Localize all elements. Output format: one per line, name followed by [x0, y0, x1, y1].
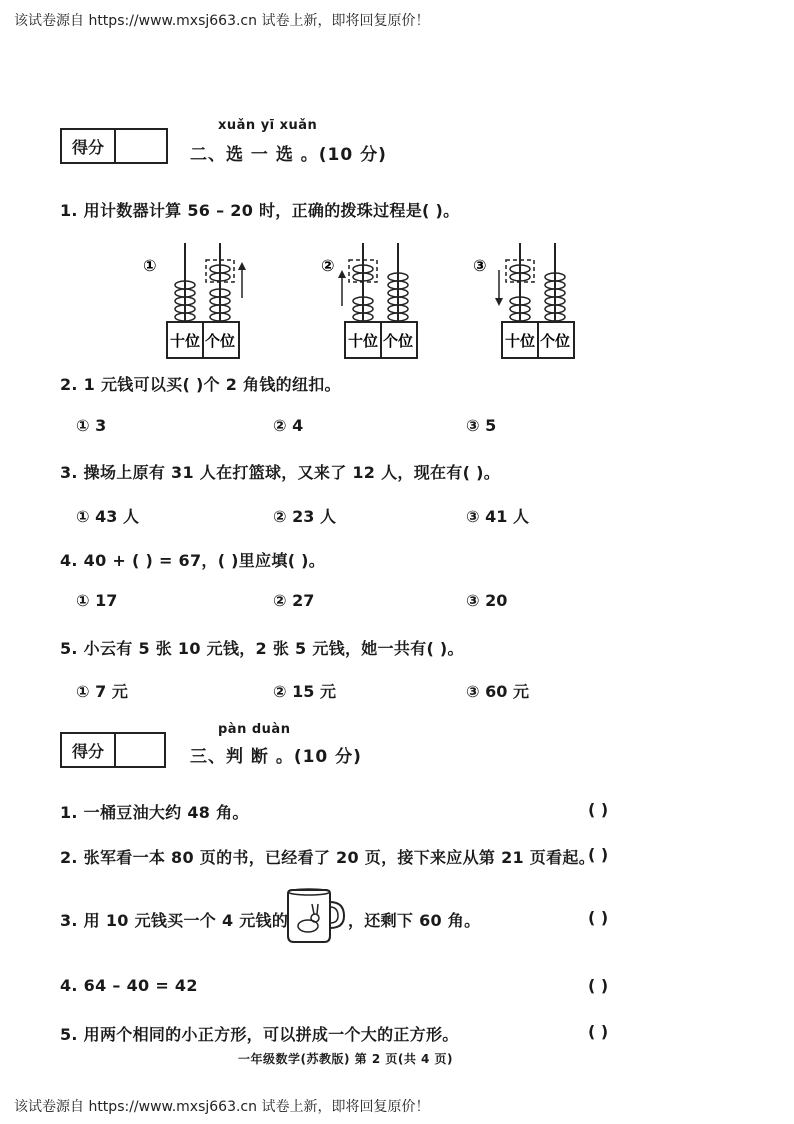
judge-question-5: 5. 用两个相同的小正方形，可以拼成一个大的正方形。: [60, 1025, 459, 1044]
abacus-2-number: ②: [321, 256, 335, 275]
abacus-option-3: [470, 238, 600, 363]
abacus-1-tens-label: 十位: [170, 332, 201, 350]
judge-answer-5[interactable]: ( ): [588, 1022, 609, 1041]
abacus-1-number: ①: [143, 256, 157, 275]
mug-icon: [282, 886, 346, 946]
score-label: 得分: [62, 734, 116, 766]
judge-answer-1[interactable]: ( ): [588, 800, 609, 819]
abacus-option-1: [140, 238, 270, 363]
q4-option-3[interactable]: ③ 20: [466, 591, 508, 610]
judge-question-4: 4. 64 – 40 = 42: [60, 976, 198, 995]
abacus-1-ones-label: 个位: [205, 332, 236, 350]
question-2-2: 2. 1 元钱可以买( )个 2 角钱的纽扣。: [60, 375, 341, 394]
score-label: 得分: [62, 130, 116, 162]
section-2-pinyin: xuǎn yī xuǎn: [218, 118, 318, 133]
abacus-3-tens-label: 十位: [505, 332, 536, 350]
q2-option-1[interactable]: ① 3: [76, 416, 107, 435]
q2-option-2[interactable]: ② 4: [273, 416, 304, 435]
section-2-title: 二、选 一 选 。(10 分): [190, 145, 387, 165]
score-box-section-3: [60, 732, 166, 768]
score-box-section-2: [60, 128, 168, 164]
question-2-3: 3. 操场上原有 31 人在打篮球，又来了 12 人，现在有( )。: [60, 463, 500, 482]
watermark-top: 该试卷源自 https://www.mxsj663.cn 试卷上新，即将回复原价！: [14, 13, 430, 29]
q5-option-3[interactable]: ③ 60 元: [466, 682, 529, 701]
judge-question-1: 1. 一桶豆油大约 48 角。: [60, 803, 249, 822]
q4-option-2[interactable]: ② 27: [273, 591, 315, 610]
judge-question-3-before: 3. 用 10 元钱买一个 4 元钱的: [60, 911, 289, 930]
q4-option-1[interactable]: ① 17: [76, 591, 118, 610]
q3-option-2[interactable]: ② 23 人: [273, 507, 336, 526]
question-2-4: 4. 40 + ( ) = 67，( )里应填( )。: [60, 551, 326, 570]
section-3-pinyin: pàn duàn: [218, 722, 291, 737]
abacus-2-ones-label: 个位: [383, 332, 414, 350]
judge-answer-4[interactable]: ( ): [588, 976, 609, 995]
score-blank[interactable]: [116, 734, 164, 766]
q5-option-2[interactable]: ② 15 元: [273, 682, 336, 701]
section-3-title: 三、判 断 。(10 分): [190, 747, 362, 767]
abacus-2-drawing: [318, 238, 448, 363]
judge-question-2: 2. 张军看一本 80 页的书，已经看了 20 页，接下来应从第 21 页看起。: [60, 848, 596, 867]
q5-option-1[interactable]: ① 7 元: [76, 682, 128, 701]
question-2-5: 5. 小云有 5 张 10 元钱，2 张 5 元钱，她一共有( )。: [60, 639, 464, 658]
watermark-bottom: 该试卷源自 https://www.mxsj663.cn 试卷上新，即将回复原价！: [14, 1099, 430, 1115]
abacus-option-2: [318, 238, 448, 363]
q3-option-3[interactable]: ③ 41 人: [466, 507, 529, 526]
abacus-3-number: ③: [473, 256, 487, 275]
question-2-1: 1. 用计数器计算 56 – 20 时，正确的拨珠过程是( )。: [60, 201, 460, 220]
q2-option-3[interactable]: ③ 5: [466, 416, 497, 435]
judge-answer-3[interactable]: ( ): [588, 908, 609, 927]
page-footer: 一年级数学(苏教版) 第 2 页(共 4 页): [238, 1052, 454, 1066]
abacus-3-ones-label: 个位: [540, 332, 571, 350]
judge-question-3-after: ，还剩下 60 角。: [348, 911, 481, 930]
score-blank[interactable]: [116, 130, 166, 162]
abacus-3-drawing: [470, 238, 600, 363]
abacus-1-drawing: [140, 238, 270, 363]
q3-option-1[interactable]: ① 43 人: [76, 507, 139, 526]
judge-answer-2[interactable]: ( ): [588, 845, 609, 864]
abacus-2-tens-label: 十位: [348, 332, 379, 350]
